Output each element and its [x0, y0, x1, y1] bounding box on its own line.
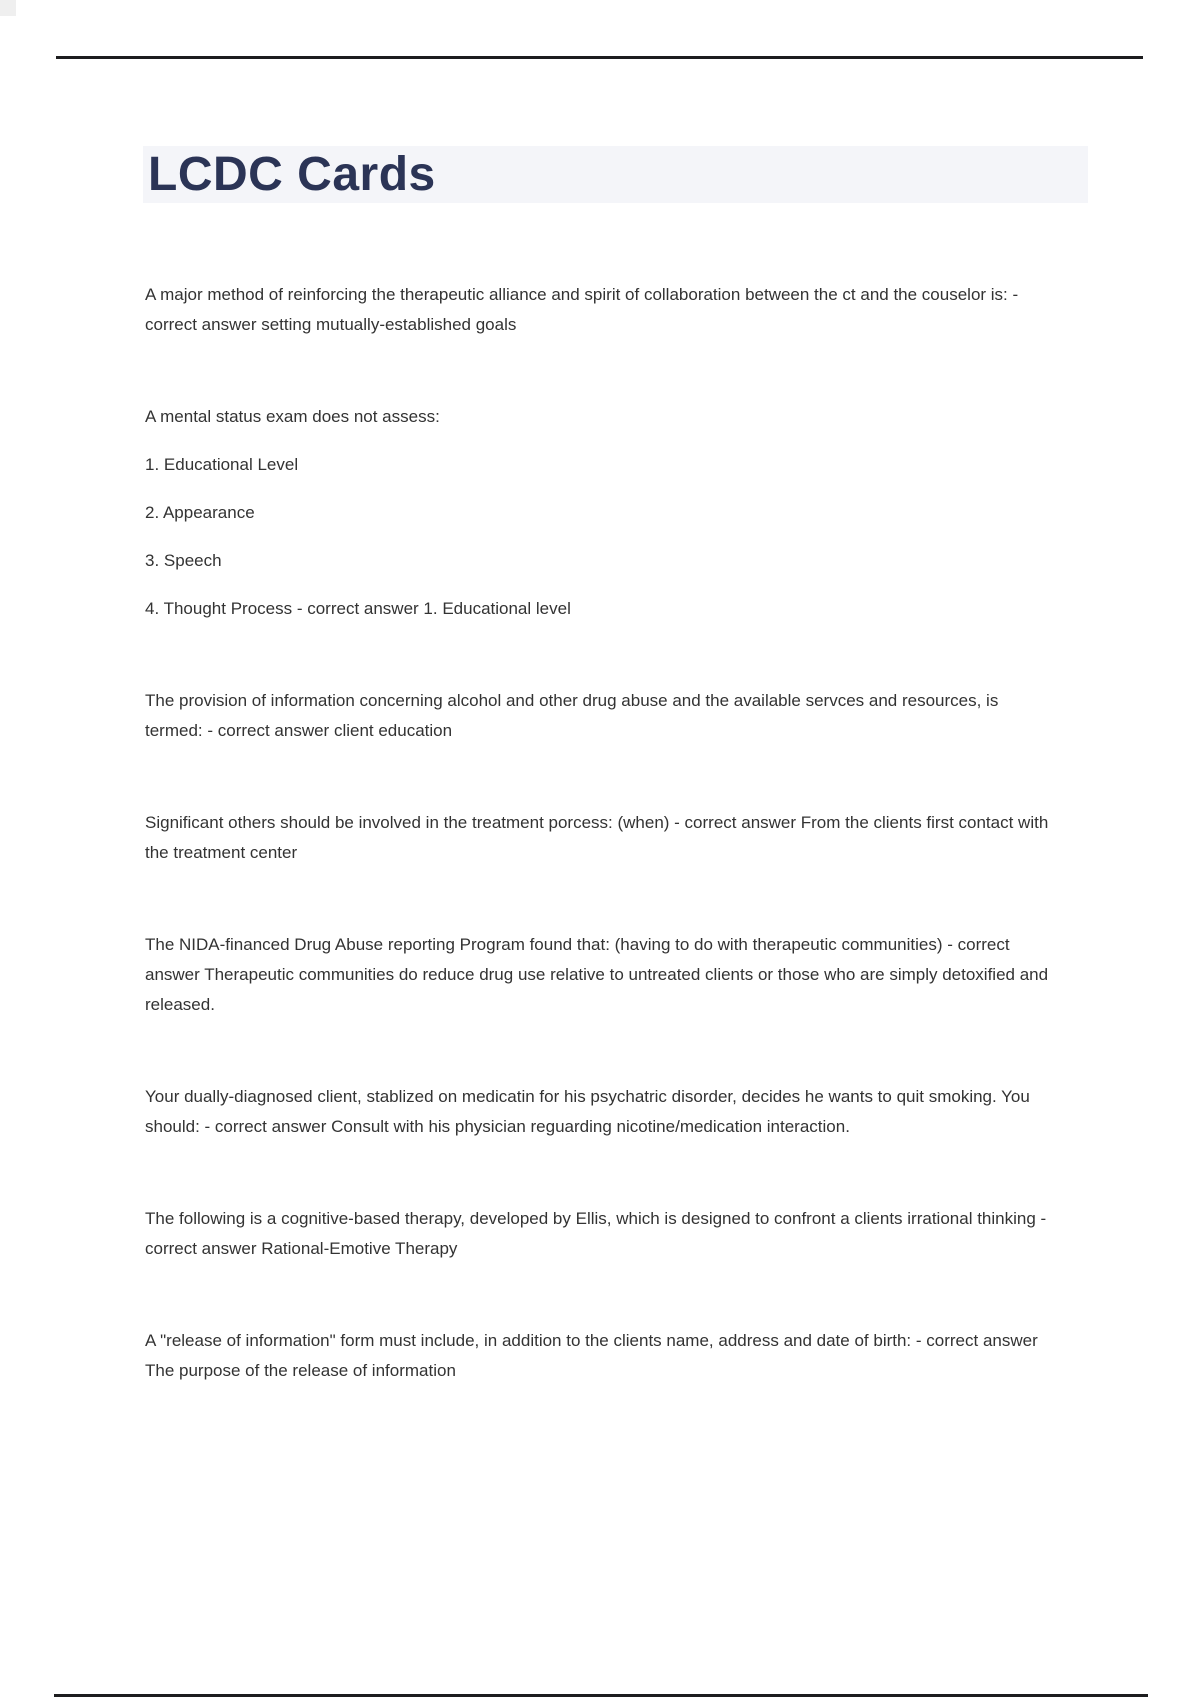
- flashcard: [145, 930, 1050, 1020]
- flashcard: [145, 808, 1050, 868]
- bottom-rule: [54, 1694, 1148, 1697]
- flashcard: [145, 1082, 1050, 1142]
- flashcard: [145, 686, 1050, 746]
- card-line: A major method of reinforcing the therapeutic alliance and spirit of collaboration between the ct and the couselor is: - correct answer setting mutually-established goals: [145, 285, 1019, 334]
- card-line: Significant others should be involved in the treatment porcess: (when) - correct answer From the clients first contact with the treatment center: [145, 813, 1049, 862]
- title-bar: [143, 146, 1088, 203]
- flashcard: [145, 1326, 1050, 1386]
- flashcard: [145, 402, 1050, 624]
- card-line: A mental status exam does not assess:: [145, 407, 440, 426]
- cards-container: [145, 280, 1050, 1448]
- scan-corner-artifact: [0, 0, 16, 16]
- card-line: 1. Educational Level: [145, 455, 299, 474]
- card-line: Your dually-diagnosed client, stablized on medicatin for his psychatric disorder, decides he wants to quit smoking. You should: - correct answer Consult with his physician reguarding nicotine/medication interaction.: [145, 1087, 1030, 1136]
- flashcard: [145, 1204, 1050, 1264]
- card-line: The provision of information concerning alcohol and other drug abuse and the available servces and resources, is termed: - correct answer client education: [145, 691, 999, 740]
- card-line: The following is a cognitive-based therapy, developed by Ellis, which is designed to confront a clients irrational thinking - correct answer Rational-Emotive Therapy: [145, 1209, 1047, 1258]
- card-line: 2. Appearance: [145, 503, 255, 522]
- page-title: LCDC Cards: [148, 148, 436, 201]
- top-rule: [56, 56, 1143, 59]
- card-line: The NIDA-financed Drug Abuse reporting Program found that: (having to do with therapeutic communities) - correct answer Therapeutic communities do reduce drug use relative to untreated clients or those who are simply detoxified and released.: [145, 935, 1049, 1014]
- card-line: 4. Thought Process - correct answer 1. Educational level: [145, 599, 571, 618]
- card-line: A "release of information" form must include, in addition to the clients name, address and date of birth: - correct answer The purpose of the release of information: [145, 1331, 1038, 1380]
- flashcard: [145, 280, 1050, 340]
- card-line: 3. Speech: [145, 551, 222, 570]
